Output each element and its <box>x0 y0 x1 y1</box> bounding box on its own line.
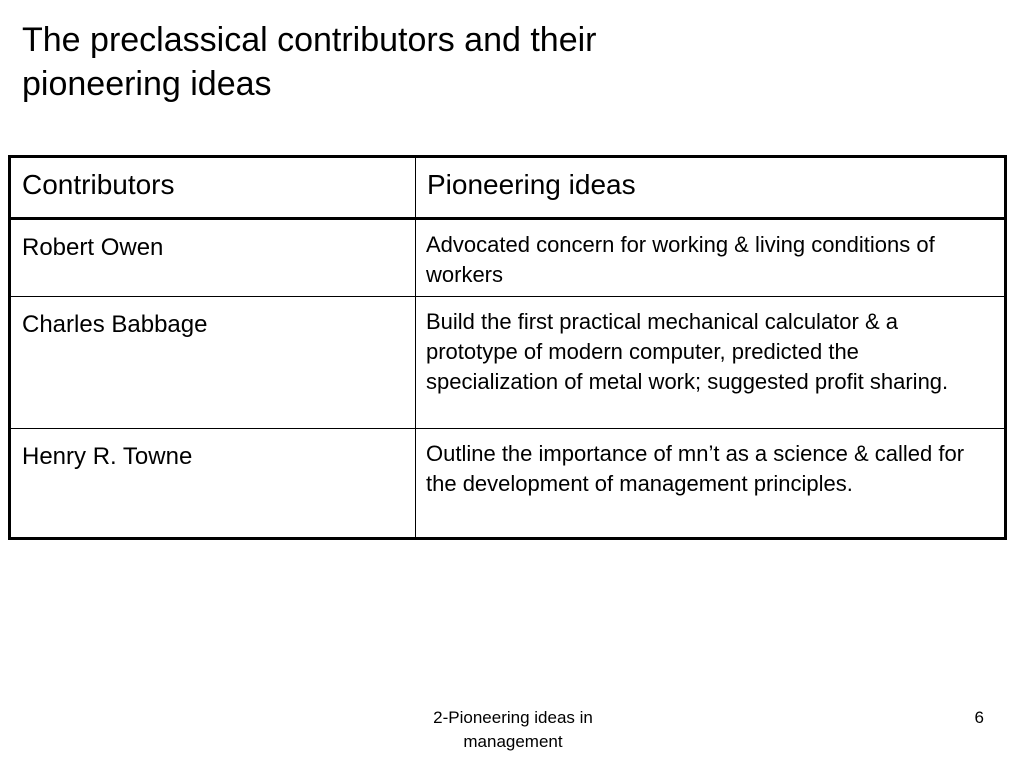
table-row <box>10 297 1006 429</box>
slide-footer: 2-Pioneering ideas in management <box>433 708 593 751</box>
contributor-cell: Robert Owen <box>10 219 416 297</box>
contributors-table-container <box>8 155 1007 540</box>
slide-number: 6 <box>974 708 984 727</box>
contributor-cell: Charles Babbage <box>10 297 416 429</box>
header-contributors: Contributors <box>10 157 416 219</box>
table-row <box>10 429 1006 539</box>
idea-cell: Advocated concern for working & living conditions of workers <box>416 219 1006 297</box>
slide-title: The preclassical contributors and their pioneering ideas <box>22 21 597 103</box>
header-pioneering-ideas: Pioneering ideas <box>416 157 1006 219</box>
contributor-cell: Henry R. Towne <box>10 429 416 539</box>
idea-cell: Build the first practical mechanical calculator & a prototype of modern computer, predicted the specialization of metal work; suggested profit sharing. <box>416 297 1006 429</box>
table-header-row <box>10 157 1006 219</box>
idea-cell: Outline the importance of mn’t as a science & called for the development of management principles. <box>416 429 1006 539</box>
table-row <box>10 219 1006 297</box>
contributors-table <box>8 155 1007 540</box>
